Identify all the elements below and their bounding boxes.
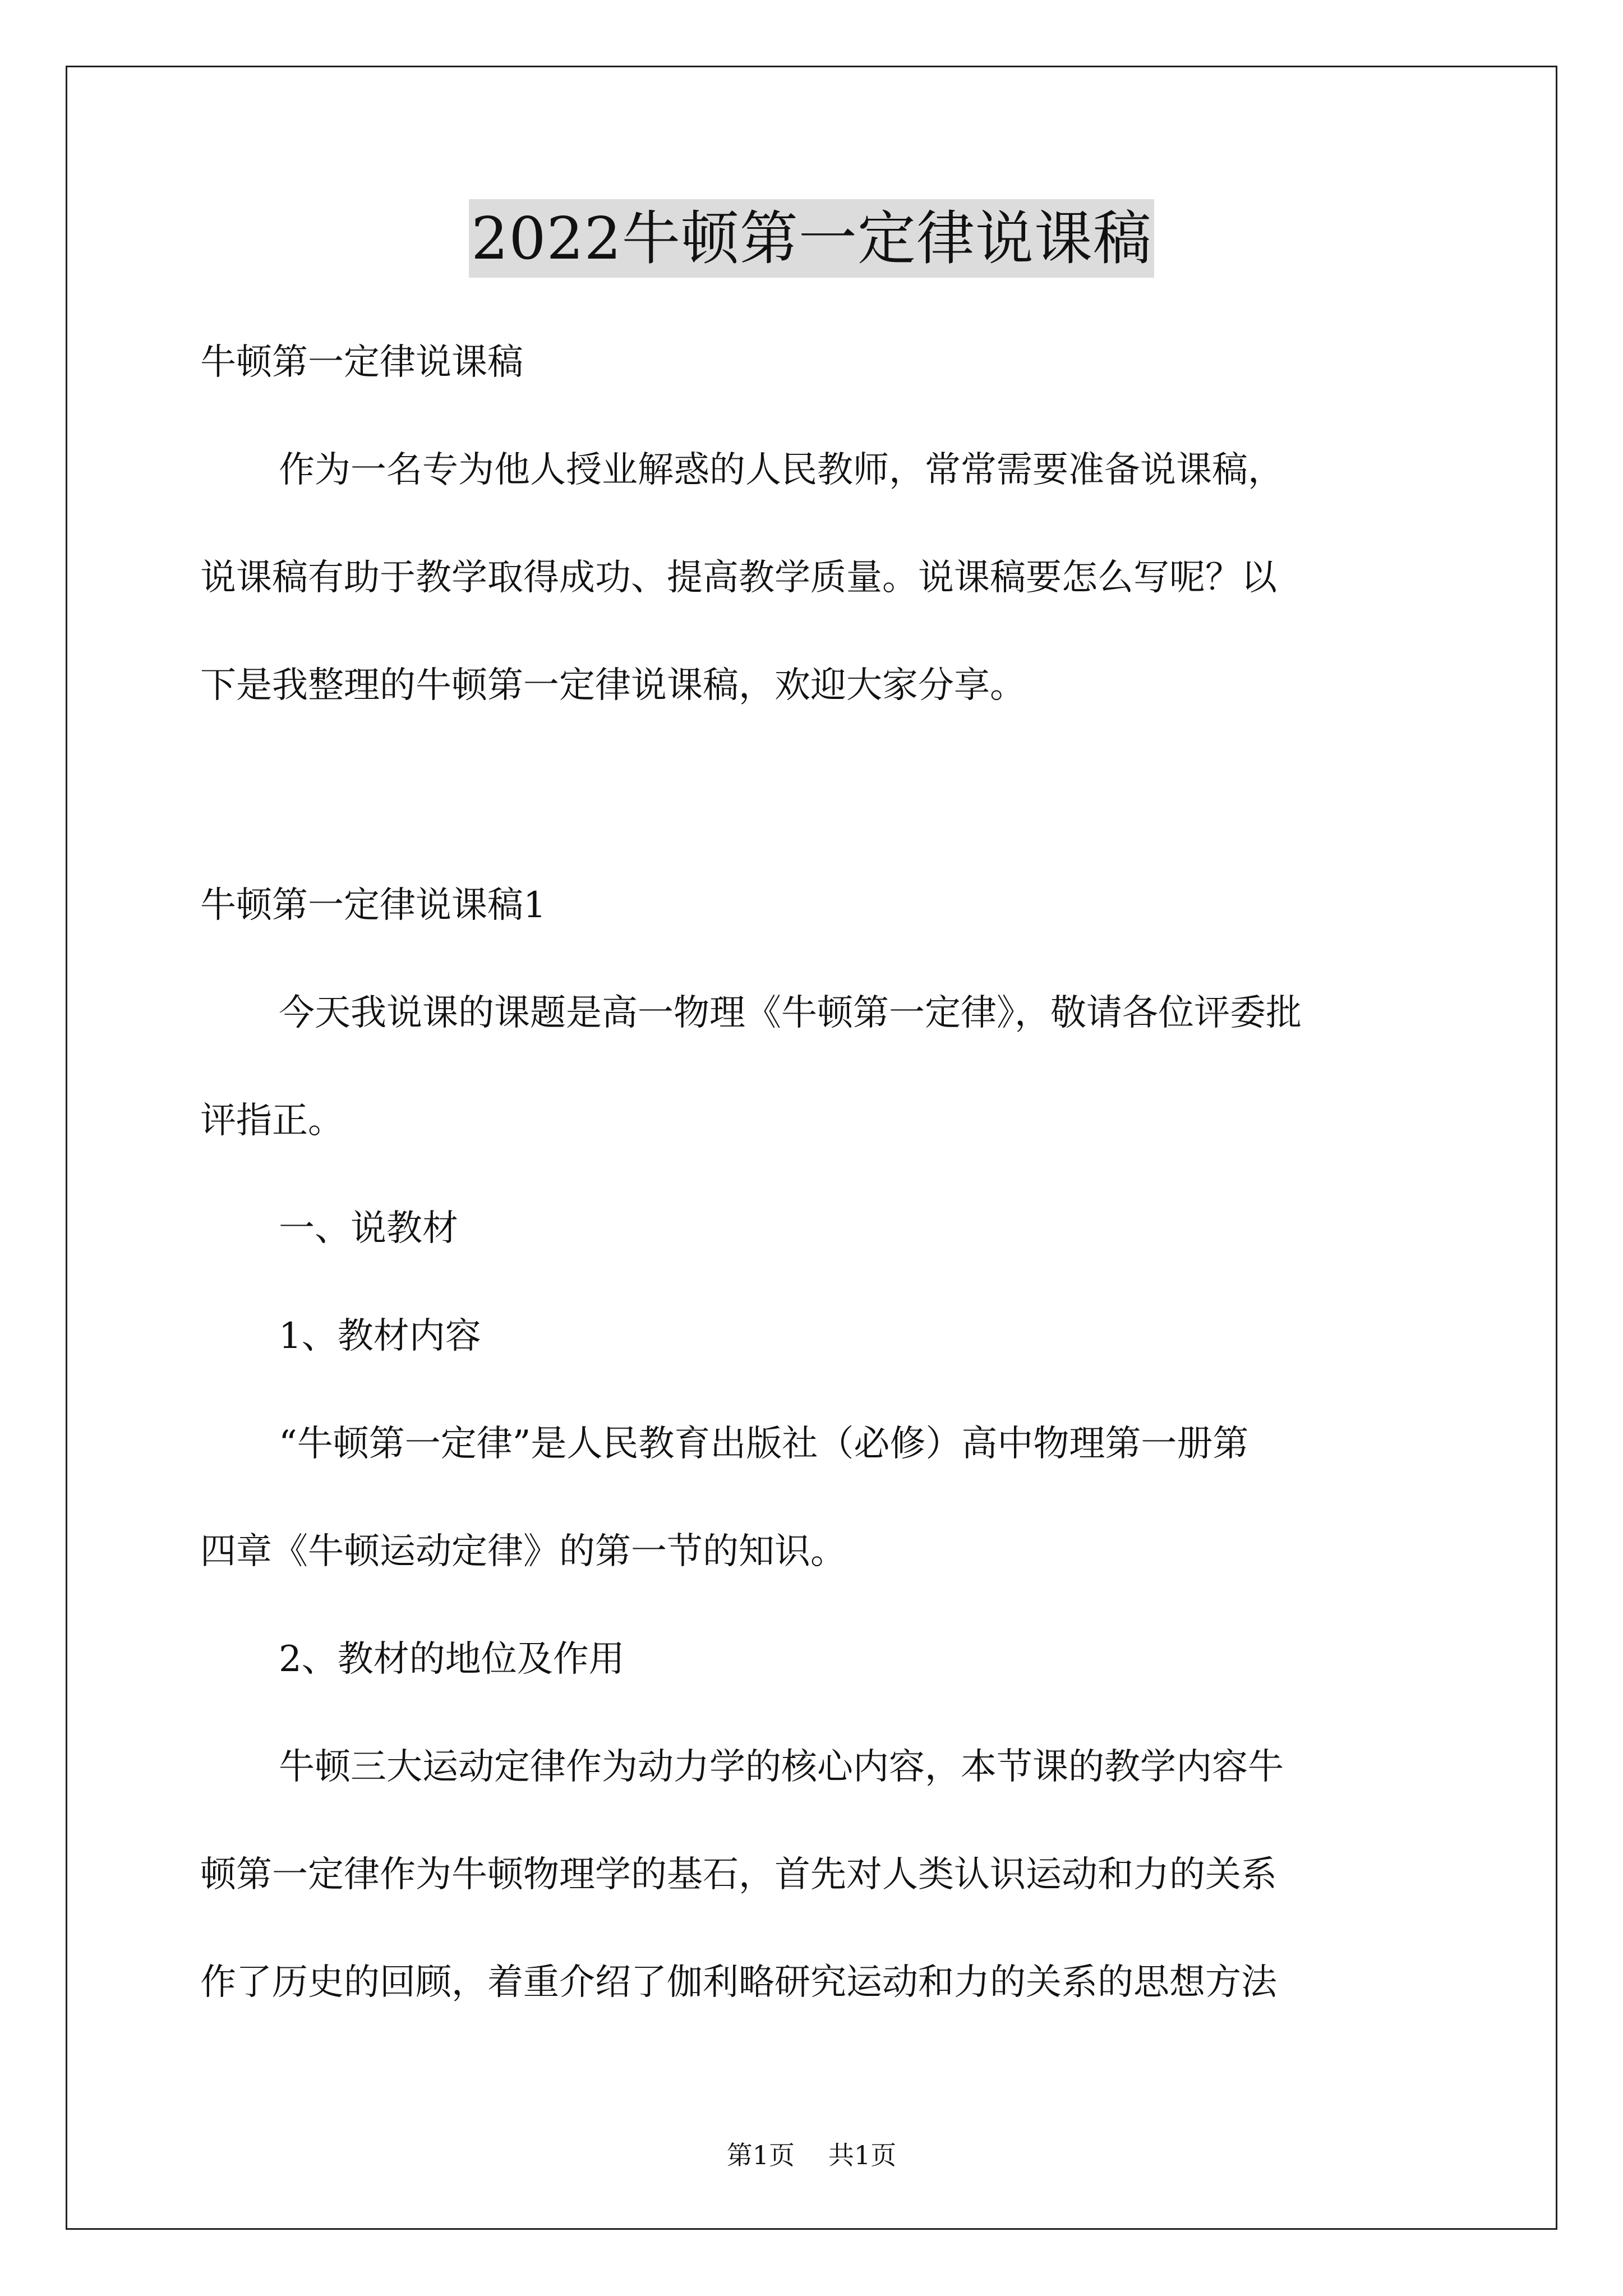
document-body: [200, 309, 1434, 2036]
document-heading: 牛顿第一定律说课稿: [200, 342, 523, 383]
intro-line-2: 说课稿有助于教学取得成功、提高教学质量。说课稿要怎么写呢？以: [200, 557, 1277, 599]
body-line-7: 2、教材的地位及作用: [279, 1639, 625, 1680]
paragraph-gap: [200, 739, 1434, 852]
body-line-3: 一、说教材: [279, 1208, 458, 1249]
body-line-10: 作了历史的回顾，着重介绍了伽利略研究运动和力的关系的思想方法: [200, 1962, 1277, 2003]
body-line-6: 四章《牛顿运动定律》的第一节的知识。: [200, 1531, 846, 1572]
body-line-5: “牛顿第一定律”是人民教育出版社（必修）高中物理第一册第: [279, 1423, 1249, 1465]
body-line-1: 今天我说课的课题是高一物理《牛顿第一定律》，敬请各位评委批: [279, 992, 1302, 1034]
document-title: 2022牛顿第一定律说课稿: [469, 199, 1154, 278]
body-line-4: 1、教材内容: [279, 1315, 481, 1357]
section-heading: 牛顿第一定律说课稿1: [200, 885, 546, 926]
intro-line-3: 下是我整理的牛顿第一定律说课稿，欢迎大家分享。: [200, 665, 1026, 706]
page-footer: [0, 2138, 1623, 2172]
body-line-9: 顿第一定律作为牛顿物理学的基石，首先对人类认识运动和力的关系: [200, 1854, 1277, 1895]
body-line-8: 牛顿三大运动定律作为动力学的核心内容，本节课的教学内容牛: [279, 1746, 1284, 1788]
body-line-2: 评指正。: [200, 1100, 344, 1142]
title-area: [0, 199, 1623, 278]
page-number-total: 共1页: [828, 2140, 897, 2170]
page-number-current: 第1页: [726, 2140, 795, 2170]
intro-line-1: 作为一名专为他人授业解惑的人民教师，常常需要准备说课稿，: [279, 449, 1284, 491]
